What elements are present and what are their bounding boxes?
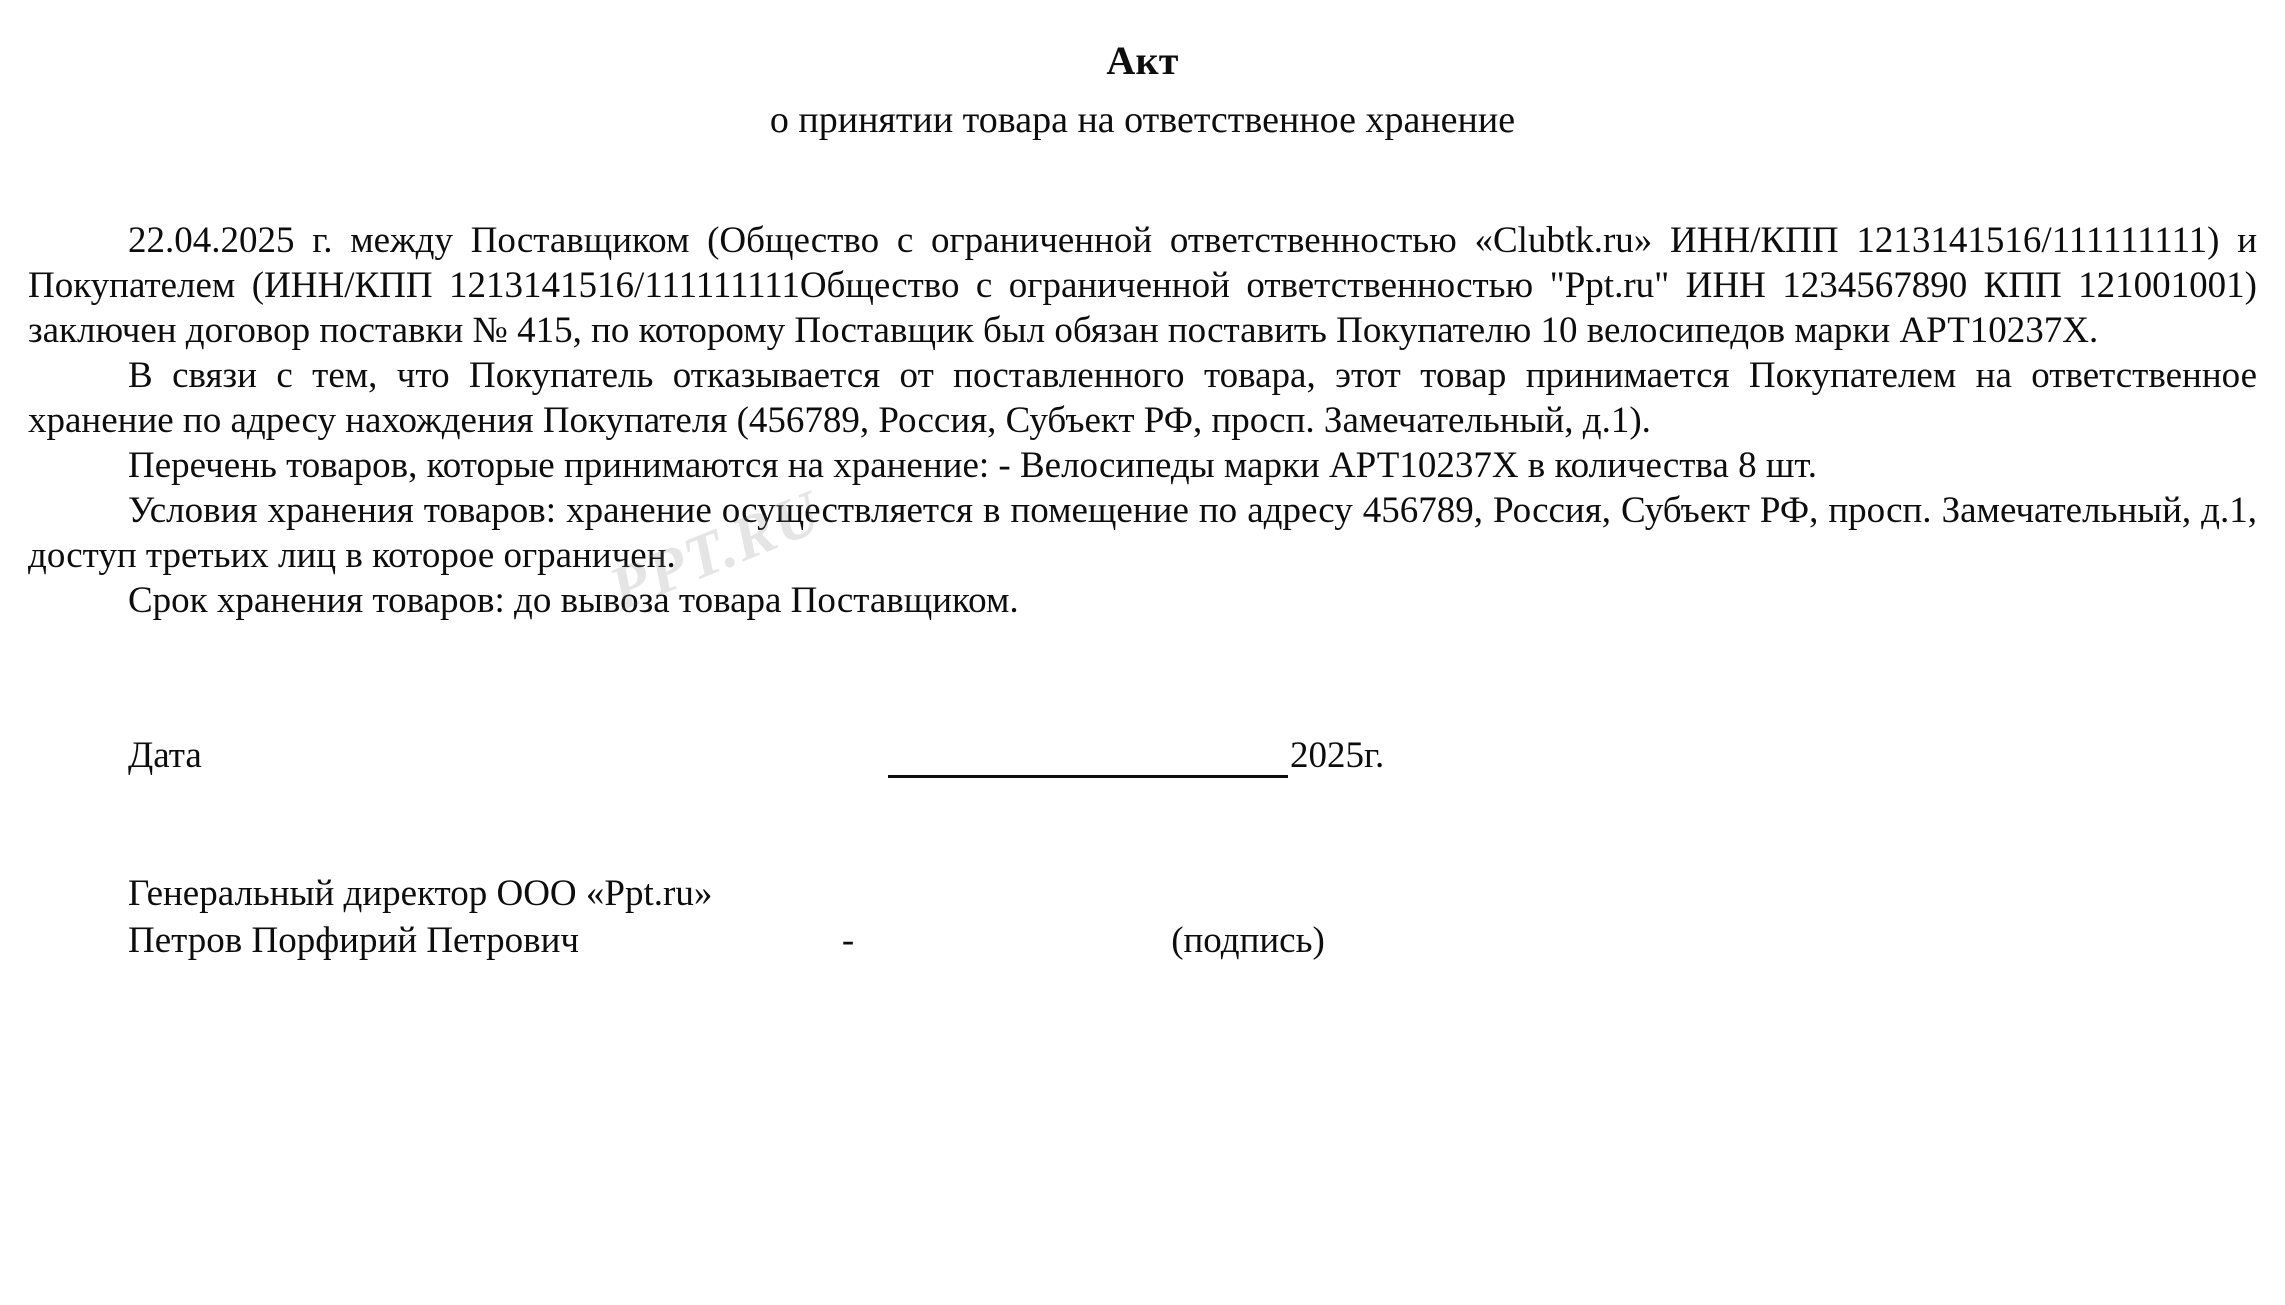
document-body xyxy=(28,218,2257,623)
paragraph-storage-term: Срок хранения товаров: до вывоза товара Поставщиком. xyxy=(128,579,1019,621)
signatory-position: Генеральный директор ООО «Ppt.ru» xyxy=(128,872,713,914)
paragraph-goods-list: Перечень товаров, которые принимаются на хранение: - Велосипеды марки АРТ10237Х в количества 8 шт. xyxy=(128,444,1817,486)
spacer-before-date xyxy=(28,623,2257,733)
spacer-before-signature xyxy=(28,778,2257,870)
page-subtitle: о принятии товара на ответственное хранение xyxy=(769,99,1516,141)
signature-caption: (подпись) xyxy=(1171,919,1325,961)
signature-block xyxy=(28,870,2257,964)
paragraph-storage-conditions: Условия хранения товаров: хранение осуществляется в помещение по адресу 456789, Россия, Субъект РФ, просп. Замечательный, д.1, доступ третьих лиц в которое ограничен. xyxy=(28,489,2257,576)
signature-dash: - xyxy=(841,919,855,961)
date-year: 2025г. xyxy=(1290,734,1385,776)
date-blank-field[interactable] xyxy=(888,745,1288,778)
page-title: Акт xyxy=(1106,38,1179,83)
ppt-ru-watermark: PPT.RU xyxy=(600,477,832,624)
signature-row xyxy=(28,917,2257,964)
paragraph-contract-intro: 22.04.2025 г. между Поставщиком (Общество с ограниченной ответственностью «Clubtk.ru» ИНН/КПП 1213141516/111111111) и Покупателем (ИНН/КПП 1213141516/111111111Общество с ограниченной ответственностью "Ppt.ru" ИНН 1234567890 КПП 121001001) заключен договор поставки № 415, по которому Поставщик был обязан поставить Покупателю 10 велосипедов марки АРТ10237Х. xyxy=(28,219,2257,351)
date-row xyxy=(28,733,2257,778)
date-label: Дата xyxy=(128,734,202,776)
paragraph-refusal-storage: В связи с тем, что Покупатель отказывается от поставленного товара, этот товар принимается Покупателем на ответственное хранение по адресу нахождения Покупателя (456789, Россия, Субъект РФ, просп. Замечательный, д.1). xyxy=(28,354,2257,441)
signatory-name: Петров Порфирий Петрович xyxy=(128,919,579,961)
